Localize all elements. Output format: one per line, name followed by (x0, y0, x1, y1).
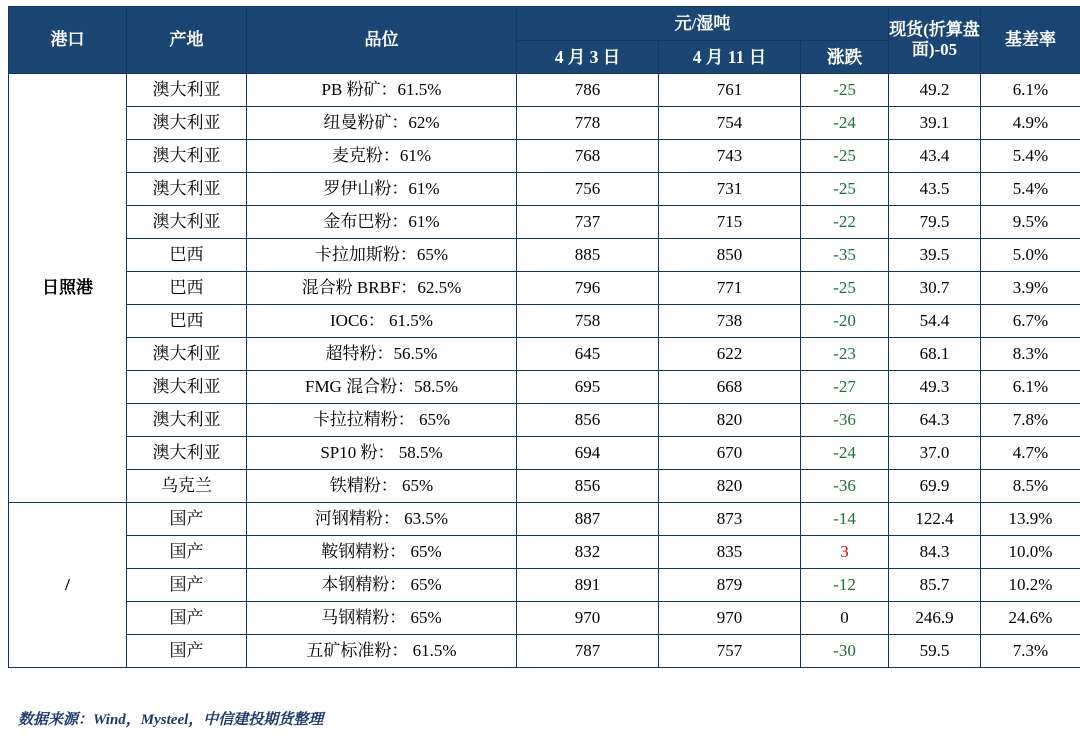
cell-basis: 24.6% (981, 602, 1080, 635)
table-row (9, 470, 1080, 503)
header-date-1: 4 月 3 日 (517, 41, 659, 74)
data-source-note: 数据来源：Wind，Mysteel，中信建投期货整理 (18, 708, 323, 729)
cell-change: -25 (801, 74, 889, 107)
cell-spot: 79.5 (889, 206, 981, 239)
cell-change: -14 (801, 503, 889, 536)
cell-change: -36 (801, 470, 889, 503)
cell-change: -36 (801, 404, 889, 437)
cell-basis: 6.1% (981, 74, 1080, 107)
header-port: 港口 (9, 7, 127, 74)
cell-basis: 8.5% (981, 470, 1080, 503)
cell-basis: 3.9% (981, 272, 1080, 305)
cell-price-date2: 731 (659, 173, 801, 206)
cell-grade: PB 粉矿：61.5% (247, 74, 517, 107)
cell-origin: 澳大利亚 (127, 173, 247, 206)
cell-change: -27 (801, 371, 889, 404)
cell-price-date2: 820 (659, 404, 801, 437)
cell-spot: 43.5 (889, 173, 981, 206)
cell-spot: 39.5 (889, 239, 981, 272)
cell-basis: 8.3% (981, 338, 1080, 371)
iron-ore-price-table (8, 6, 1080, 668)
cell-grade: IOC6： 61.5% (247, 305, 517, 338)
cell-spot: 64.3 (889, 404, 981, 437)
cell-price-date1: 756 (517, 173, 659, 206)
cell-basis: 13.9% (981, 503, 1080, 536)
table-row (9, 569, 1080, 602)
cell-grade: 马钢精粉： 65% (247, 602, 517, 635)
cell-grade: 铁精粉： 65% (247, 470, 517, 503)
header-row-top (9, 7, 1080, 41)
table-row (9, 206, 1080, 239)
cell-spot: 59.5 (889, 635, 981, 668)
cell-origin: 国产 (127, 602, 247, 635)
header-date-2: 4 月 11 日 (659, 41, 801, 74)
table-body (9, 74, 1080, 668)
table-row (9, 602, 1080, 635)
cell-basis: 4.7% (981, 437, 1080, 470)
cell-grade: 超特粉：56.5% (247, 338, 517, 371)
cell-price-date2: 820 (659, 470, 801, 503)
header-origin: 产地 (127, 7, 247, 74)
table-row (9, 536, 1080, 569)
cell-origin: 澳大利亚 (127, 107, 247, 140)
cell-grade: 卡拉加斯粉：65% (247, 239, 517, 272)
cell-spot: 68.1 (889, 338, 981, 371)
cell-price-date2: 970 (659, 602, 801, 635)
cell-origin: 国产 (127, 569, 247, 602)
cell-price-date1: 645 (517, 338, 659, 371)
cell-price-date1: 891 (517, 569, 659, 602)
header-basis: 基差率 (981, 7, 1080, 74)
cell-grade: 卡拉拉精粉： 65% (247, 404, 517, 437)
cell-basis: 5.0% (981, 239, 1080, 272)
cell-spot: 246.9 (889, 602, 981, 635)
cell-price-date2: 715 (659, 206, 801, 239)
cell-origin: 澳大利亚 (127, 371, 247, 404)
cell-spot: 84.3 (889, 536, 981, 569)
cell-price-date1: 856 (517, 404, 659, 437)
cell-change: -12 (801, 569, 889, 602)
cell-spot: 49.2 (889, 74, 981, 107)
cell-spot: 54.4 (889, 305, 981, 338)
cell-grade: 河钢精粉： 63.5% (247, 503, 517, 536)
cell-price-date1: 778 (517, 107, 659, 140)
cell-basis: 9.5% (981, 206, 1080, 239)
cell-port: / (9, 503, 127, 668)
cell-price-date1: 970 (517, 602, 659, 635)
cell-price-date1: 786 (517, 74, 659, 107)
cell-price-date2: 670 (659, 437, 801, 470)
cell-price-date1: 694 (517, 437, 659, 470)
cell-price-date2: 738 (659, 305, 801, 338)
cell-price-date2: 850 (659, 239, 801, 272)
cell-price-date1: 832 (517, 536, 659, 569)
cell-change: -24 (801, 437, 889, 470)
cell-spot: 43.4 (889, 140, 981, 173)
header-spot: 现货(折算盘面)-05 (889, 7, 981, 74)
cell-change: -35 (801, 239, 889, 272)
cell-port: 日照港 (9, 74, 127, 503)
cell-spot: 85.7 (889, 569, 981, 602)
cell-price-date2: 771 (659, 272, 801, 305)
cell-grade: SP10 粉： 58.5% (247, 437, 517, 470)
cell-price-date1: 796 (517, 272, 659, 305)
cell-origin: 巴西 (127, 305, 247, 338)
cell-price-date2: 622 (659, 338, 801, 371)
cell-spot: 39.1 (889, 107, 981, 140)
cell-grade: 鞍钢精粉： 65% (247, 536, 517, 569)
table-row (9, 74, 1080, 107)
cell-price-date1: 856 (517, 470, 659, 503)
cell-grade: 金布巴粉：61% (247, 206, 517, 239)
table-row (9, 371, 1080, 404)
header-grade: 品位 (247, 7, 517, 74)
cell-price-date1: 887 (517, 503, 659, 536)
cell-origin: 巴西 (127, 239, 247, 272)
table-row (9, 437, 1080, 470)
cell-basis: 5.4% (981, 173, 1080, 206)
cell-price-date2: 835 (659, 536, 801, 569)
cell-basis: 10.2% (981, 569, 1080, 602)
cell-basis: 6.1% (981, 371, 1080, 404)
cell-price-date2: 757 (659, 635, 801, 668)
cell-origin: 巴西 (127, 272, 247, 305)
cell-grade: 纽曼粉矿：62% (247, 107, 517, 140)
header-price-group: 元/湿吨 (517, 7, 889, 41)
cell-grade: 混合粉 BRBF：62.5% (247, 272, 517, 305)
cell-change: -25 (801, 140, 889, 173)
cell-origin: 澳大利亚 (127, 74, 247, 107)
cell-price-date2: 879 (659, 569, 801, 602)
cell-grade: 麦克粉：61% (247, 140, 517, 173)
cell-grade: FMG 混合粉：58.5% (247, 371, 517, 404)
cell-origin: 澳大利亚 (127, 338, 247, 371)
cell-origin: 乌克兰 (127, 470, 247, 503)
cell-change: -24 (801, 107, 889, 140)
cell-price-date1: 885 (517, 239, 659, 272)
cell-spot: 37.0 (889, 437, 981, 470)
cell-change: -25 (801, 272, 889, 305)
cell-grade: 五矿标准粉： 61.5% (247, 635, 517, 668)
cell-spot: 49.3 (889, 371, 981, 404)
cell-basis: 4.9% (981, 107, 1080, 140)
header-change: 涨跌 (801, 41, 889, 74)
table-row (9, 239, 1080, 272)
cell-price-date1: 737 (517, 206, 659, 239)
cell-origin: 澳大利亚 (127, 404, 247, 437)
cell-change: -22 (801, 206, 889, 239)
cell-change: -23 (801, 338, 889, 371)
cell-spot: 69.9 (889, 470, 981, 503)
table-row (9, 404, 1080, 437)
cell-basis: 6.7% (981, 305, 1080, 338)
cell-origin: 澳大利亚 (127, 140, 247, 173)
table-header (9, 7, 1080, 74)
table-row (9, 140, 1080, 173)
cell-origin: 澳大利亚 (127, 206, 247, 239)
cell-change: -20 (801, 305, 889, 338)
cell-spot: 122.4 (889, 503, 981, 536)
cell-change: -30 (801, 635, 889, 668)
cell-price-date2: 743 (659, 140, 801, 173)
cell-price-date2: 873 (659, 503, 801, 536)
cell-price-date2: 754 (659, 107, 801, 140)
cell-change: -25 (801, 173, 889, 206)
table-row (9, 338, 1080, 371)
cell-change: 0 (801, 602, 889, 635)
cell-price-date1: 758 (517, 305, 659, 338)
cell-change: 3 (801, 536, 889, 569)
cell-basis: 7.3% (981, 635, 1080, 668)
cell-origin: 国产 (127, 503, 247, 536)
table-row (9, 173, 1080, 206)
cell-origin: 澳大利亚 (127, 437, 247, 470)
cell-basis: 7.8% (981, 404, 1080, 437)
cell-price-date1: 768 (517, 140, 659, 173)
cell-spot: 30.7 (889, 272, 981, 305)
cell-origin: 国产 (127, 635, 247, 668)
cell-grade: 罗伊山粉：61% (247, 173, 517, 206)
cell-price-date2: 668 (659, 371, 801, 404)
cell-price-date1: 787 (517, 635, 659, 668)
cell-price-date2: 761 (659, 74, 801, 107)
cell-origin: 国产 (127, 536, 247, 569)
table-row (9, 272, 1080, 305)
cell-basis: 5.4% (981, 140, 1080, 173)
table-row (9, 503, 1080, 536)
cell-grade: 本钢精粉： 65% (247, 569, 517, 602)
table-page (0, 6, 1080, 743)
table-row (9, 107, 1080, 140)
cell-price-date1: 695 (517, 371, 659, 404)
table-row (9, 305, 1080, 338)
cell-basis: 10.0% (981, 536, 1080, 569)
table-row (9, 635, 1080, 668)
